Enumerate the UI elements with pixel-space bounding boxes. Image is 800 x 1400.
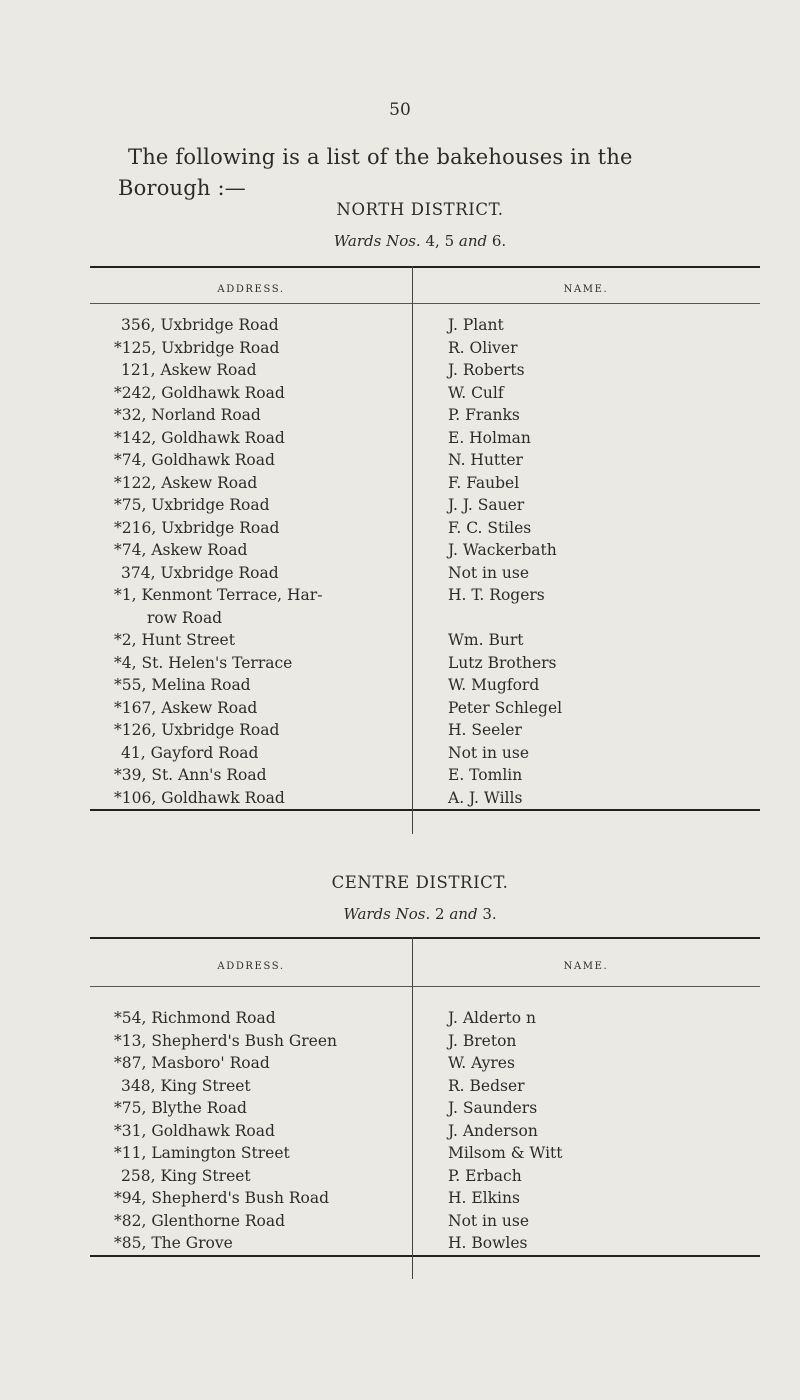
address-text: *82, Glenthorne Road	[114, 1211, 286, 1230]
name-column-header: NAME.	[563, 961, 609, 972]
intro-line-2: Borough :—	[118, 176, 246, 200]
address-cell	[90, 652, 412, 675]
address-text: *2, Hunt Street	[114, 631, 235, 649]
centre-wards-prefix: Wards Nos.	[343, 905, 431, 923]
address-text: *11, Lamington Street	[114, 1144, 290, 1162]
table-row	[90, 472, 760, 495]
name-cell: P. Erbach	[448, 1166, 522, 1185]
address-cell	[90, 1142, 412, 1165]
address-cell	[90, 1210, 412, 1233]
table-row	[90, 1097, 760, 1120]
address-cell	[90, 562, 412, 585]
name-cell: J. Breton	[448, 1031, 517, 1050]
name-cell: J. J. Sauer	[448, 496, 525, 514]
table-row	[90, 1165, 760, 1188]
north-bakehouse-table	[90, 266, 760, 811]
name-cell: R. Oliver	[448, 338, 518, 357]
name-cell: E. Holman	[448, 428, 531, 447]
name-cell: H. Elkins	[448, 1189, 520, 1207]
address-text: *242, Goldhawk Road	[114, 383, 285, 402]
table-row	[90, 629, 760, 652]
intro-paragraph	[118, 142, 758, 204]
name-cell: Milsom & Witt	[448, 1144, 563, 1162]
name-cell: W. Ayres	[448, 1054, 515, 1072]
name-column-header: NAME.	[563, 284, 609, 295]
address-cell	[90, 1120, 412, 1143]
address-cell	[90, 449, 412, 472]
centre-rows	[90, 987, 760, 1255]
table-row	[90, 652, 760, 675]
column-divider	[412, 937, 413, 1279]
address-text: *32, Norland Road	[114, 406, 261, 424]
name-cell: Not in use	[448, 563, 530, 582]
table-row	[90, 1075, 760, 1098]
address-text: *126, Uxbridge Road	[114, 721, 280, 739]
address-cell	[90, 1030, 412, 1053]
table-row	[90, 449, 760, 472]
name-cell: Peter Schlegel	[448, 698, 563, 717]
centre-wards-and: and	[449, 905, 478, 923]
address-text: 121, Askew Road	[121, 361, 257, 379]
table-row	[90, 517, 760, 540]
centre-district-title: CENTRE DISTRICT.	[331, 873, 509, 892]
table-row	[90, 494, 760, 517]
table-bottom-rule	[90, 1255, 760, 1257]
address-text: *74, Goldhawk Road	[114, 451, 275, 469]
intro-line-1: The following is a list of the bakehouses in the	[128, 145, 633, 169]
address-text: 348, King Street	[121, 1076, 251, 1095]
centre-wards-nums: 2	[435, 905, 445, 923]
table-row	[90, 562, 760, 585]
name-cell: Not in use	[448, 1211, 530, 1230]
table-row	[90, 1120, 760, 1143]
address-cell	[90, 787, 412, 810]
address-text: *31, Goldhawk Road	[114, 1121, 275, 1140]
name-cell: W. Culf	[448, 383, 504, 402]
name-cell: H. Seeler	[448, 721, 522, 739]
name-cell: F. C. Stiles	[448, 518, 532, 537]
name-cell: J. Saunders	[448, 1099, 538, 1117]
north-rows	[90, 304, 760, 809]
address-text: 41, Gayford Road	[121, 743, 259, 762]
table-row	[90, 1210, 760, 1233]
address-cell	[90, 382, 412, 405]
table-row	[90, 539, 760, 562]
address-cell	[90, 1097, 412, 1120]
table-row	[90, 404, 760, 427]
table-row	[90, 337, 760, 360]
table-row	[90, 1142, 760, 1165]
address-text: *75, Uxbridge Road	[114, 496, 270, 514]
north-wards-nums: 4, 5	[425, 232, 455, 250]
address-text: *13, Shepherd's Bush Green	[114, 1031, 338, 1050]
name-cell: N. Hutter	[448, 451, 523, 469]
address-cell	[90, 337, 412, 360]
table-row	[90, 584, 760, 629]
address-text: *216, Uxbridge Road	[114, 518, 280, 537]
table-row	[90, 742, 760, 765]
address-text: *55, Melina Road	[114, 676, 251, 694]
address-text: *1, Kenmont Terrace, Har-	[114, 586, 323, 604]
address-continuation: row Road	[147, 608, 223, 627]
address-cell	[90, 1187, 412, 1210]
address-text: *39, St. Ann's Road	[114, 766, 267, 784]
address-text: *167, Askew Road	[114, 698, 258, 717]
address-text: *87, Masboro' Road	[114, 1054, 270, 1072]
table-row	[90, 359, 760, 382]
table-row	[90, 427, 760, 450]
name-cell: J. Roberts	[448, 361, 525, 379]
address-cell	[90, 472, 412, 495]
address-cell	[90, 764, 412, 787]
name-cell: H. Bowles	[448, 1234, 528, 1252]
address-cell	[90, 1052, 412, 1075]
table-row	[90, 1187, 760, 1210]
table-row	[90, 764, 760, 787]
address-cell	[90, 404, 412, 427]
table-header-row	[90, 939, 760, 986]
name-cell: E. Tomlin	[448, 766, 523, 784]
address-cell	[90, 1165, 412, 1188]
name-cell: Wm. Burt	[448, 631, 524, 649]
address-cell	[90, 359, 412, 382]
address-text: *142, Goldhawk Road	[114, 428, 285, 447]
name-cell: J. Alderto n	[448, 1009, 536, 1027]
name-cell: W. Mugford	[448, 676, 540, 694]
address-cell	[90, 742, 412, 765]
address-cell	[90, 1232, 412, 1255]
address-text: *125, Uxbridge Road	[114, 338, 280, 357]
north-wards-prefix: Wards Nos.	[333, 232, 421, 250]
address-text: *74, Askew Road	[114, 541, 248, 559]
address-text: 374, Uxbridge Road	[121, 563, 279, 582]
address-text: *122, Askew Road	[114, 473, 258, 492]
north-wards-line	[0, 232, 800, 250]
table-bottom-rule	[90, 809, 760, 811]
address-text: *75, Blythe Road	[114, 1099, 247, 1117]
address-cell	[90, 517, 412, 540]
address-column-header: ADDRESS.	[217, 284, 285, 295]
north-wards-last: 6.	[491, 232, 507, 250]
address-cell	[90, 674, 412, 697]
table-row	[90, 1007, 760, 1030]
address-cell	[90, 314, 412, 337]
address-column-header: ADDRESS.	[217, 961, 285, 972]
name-cell: F. Faubel	[448, 473, 520, 492]
table-row	[90, 1052, 760, 1075]
address-text: 258, King Street	[121, 1166, 251, 1185]
address-text: *4, St. Helen's Terrace	[114, 653, 293, 672]
address-cell	[90, 494, 412, 517]
table-row	[90, 1232, 760, 1255]
table-row	[90, 787, 760, 810]
table-row	[90, 674, 760, 697]
table-row	[90, 382, 760, 405]
address-cell	[90, 427, 412, 450]
name-cell: J. Plant	[448, 316, 504, 334]
name-cell: H. T. Rogers	[448, 586, 545, 604]
name-cell: R. Bedser	[448, 1076, 525, 1095]
address-cell	[90, 629, 412, 652]
address-text: *106, Goldhawk Road	[114, 788, 285, 807]
address-cell	[90, 719, 412, 742]
column-divider	[412, 266, 413, 834]
table-header-row	[90, 268, 760, 303]
north-wards-and: and	[458, 232, 488, 250]
name-cell: Not in use	[448, 743, 530, 762]
table-row	[90, 314, 760, 337]
address-cell	[90, 539, 412, 562]
north-district-title: NORTH DISTRICT.	[336, 200, 504, 219]
name-cell: A. J. Wills	[448, 788, 523, 807]
table-row	[90, 1030, 760, 1053]
address-cell	[90, 697, 412, 720]
name-cell: P. Franks	[448, 406, 520, 424]
table-row	[90, 719, 760, 742]
page-number: 50	[389, 100, 411, 120]
address-text: *94, Shepherd's Bush Road	[114, 1189, 330, 1207]
centre-bakehouse-table	[90, 937, 760, 1257]
address-cell	[90, 1007, 412, 1030]
address-cell	[90, 1075, 412, 1098]
centre-wards-last: 3.	[482, 905, 497, 923]
address-text: *54, Richmond Road	[114, 1009, 276, 1027]
name-cell: J. Anderson	[448, 1121, 538, 1140]
address-cell	[90, 584, 412, 629]
address-text: *85, The Grove	[114, 1234, 233, 1252]
address-text: 356, Uxbridge Road	[121, 316, 279, 334]
name-cell: J. Wackerbath	[448, 541, 557, 559]
name-cell: Lutz Brothers	[448, 653, 557, 672]
centre-wards-line	[0, 905, 800, 923]
table-row	[90, 697, 760, 720]
